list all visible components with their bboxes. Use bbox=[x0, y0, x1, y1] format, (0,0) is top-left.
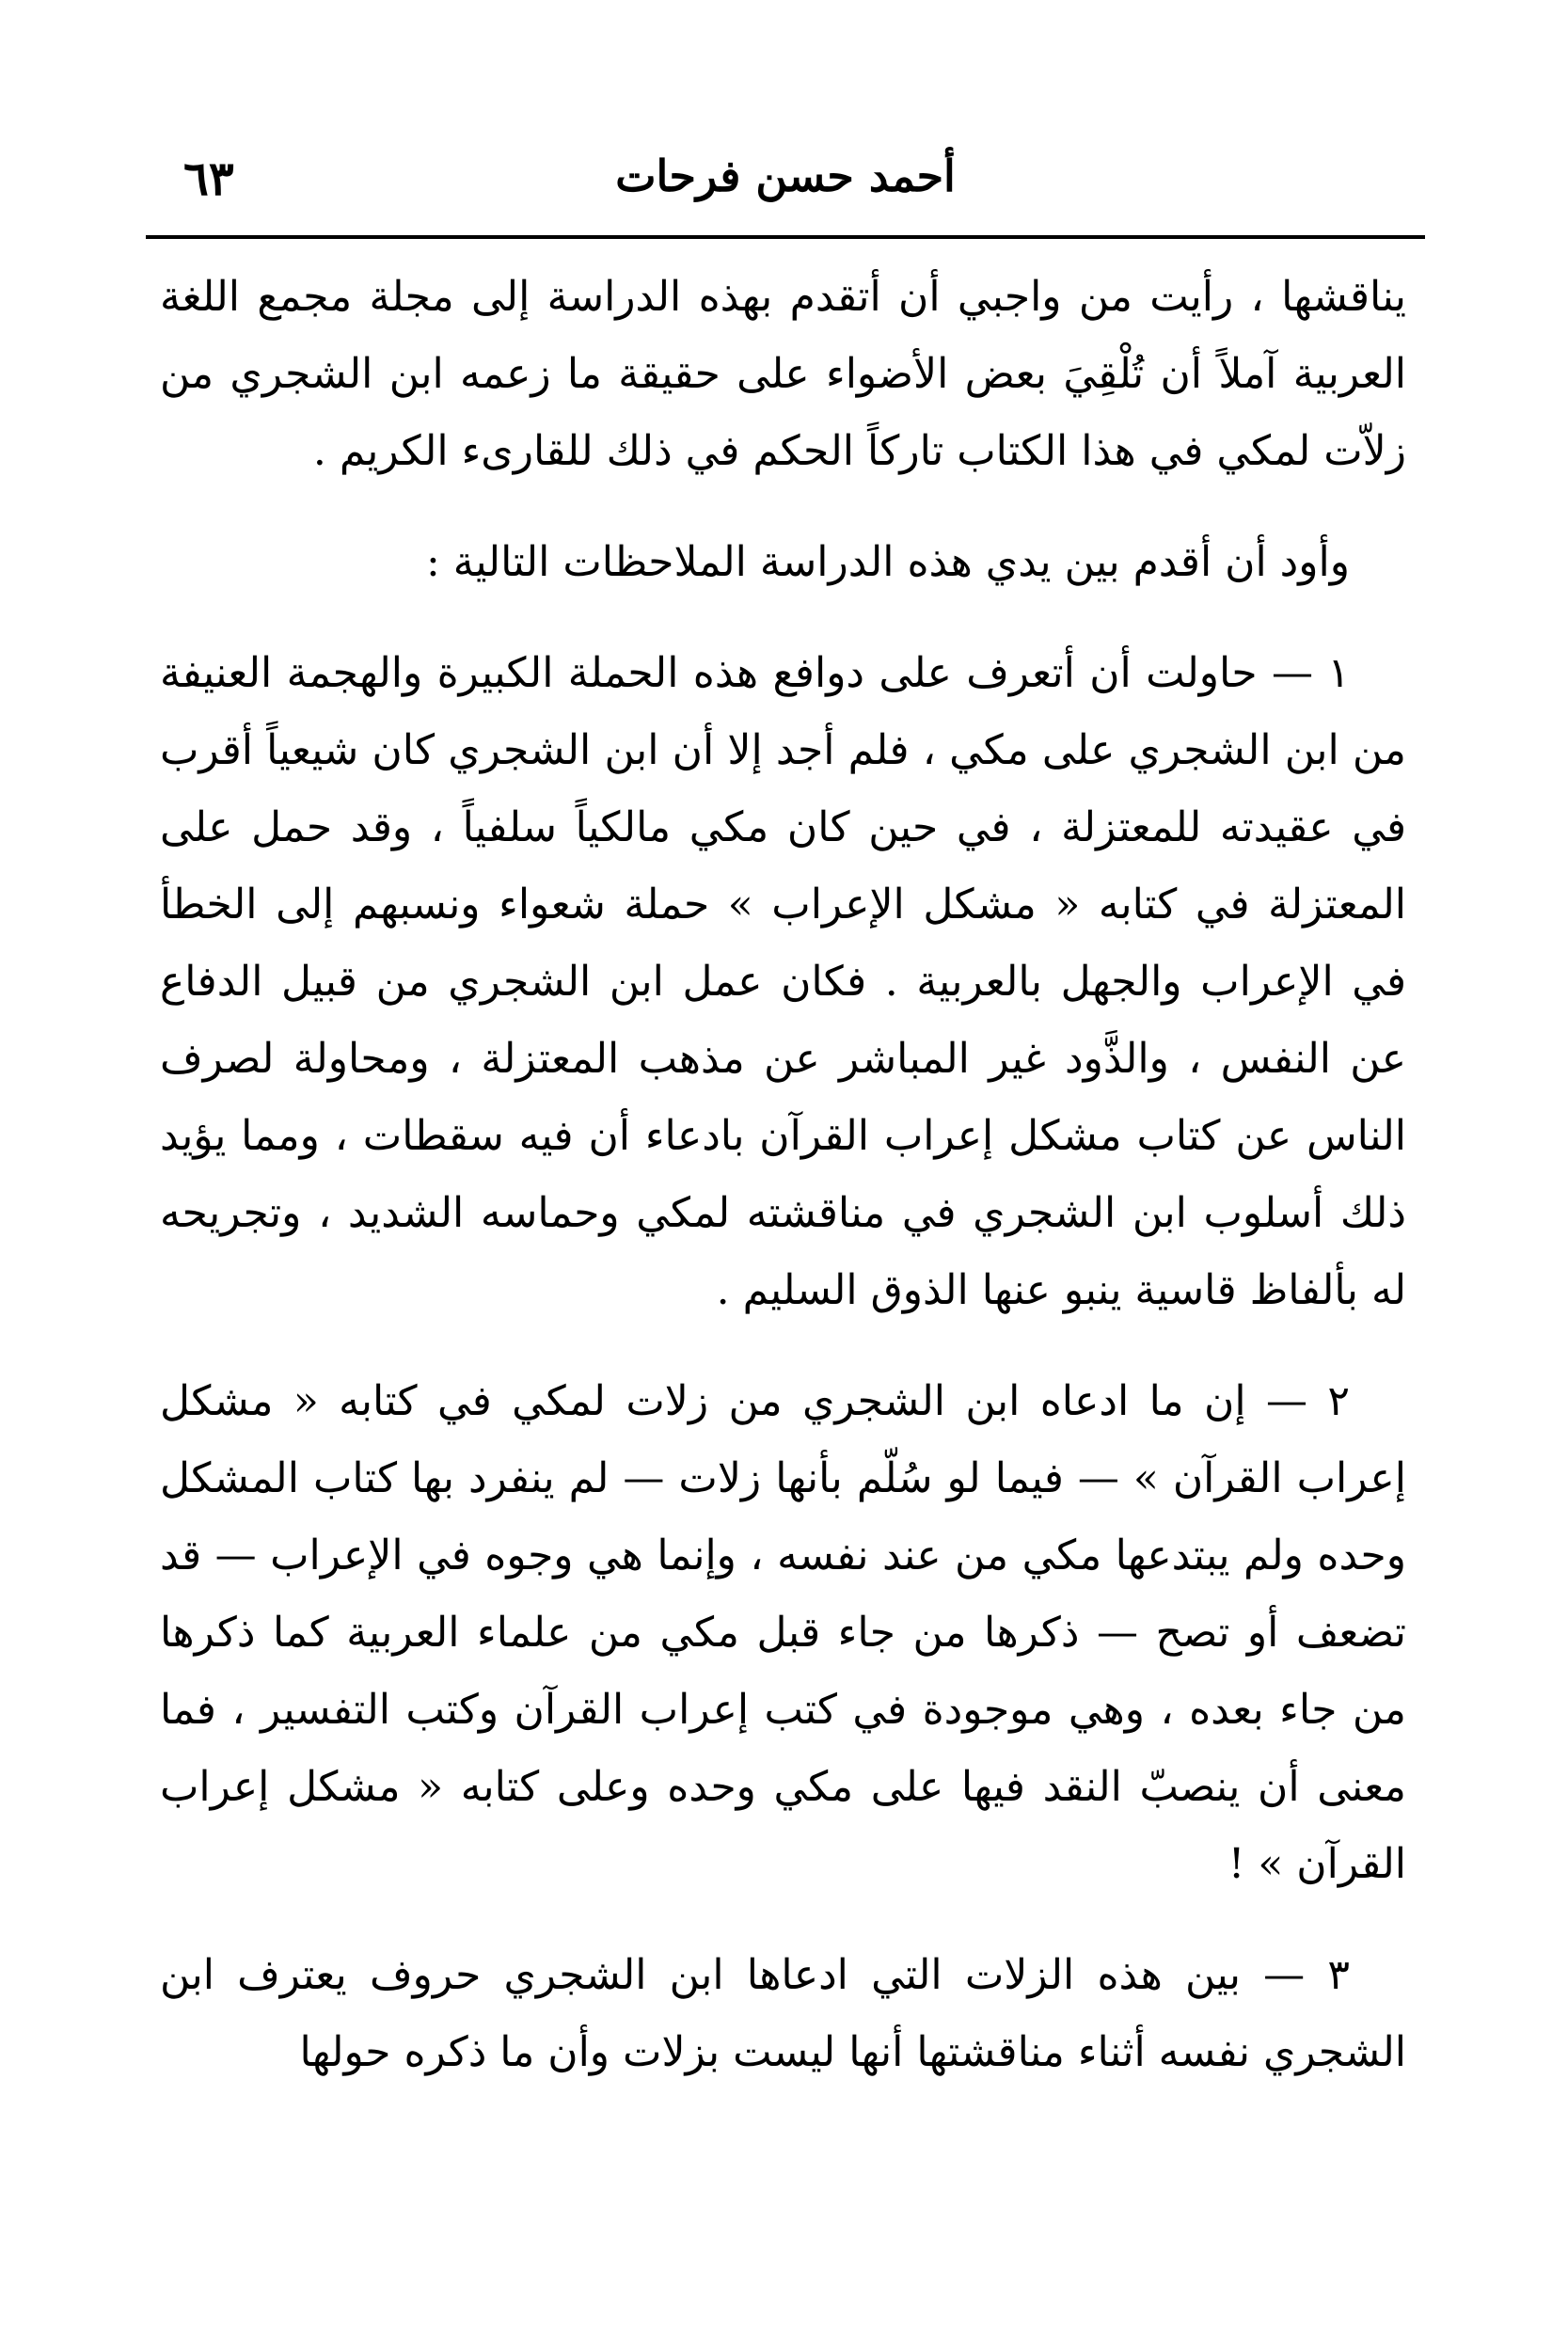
header-rule bbox=[146, 235, 1425, 239]
running-head: أحمد حسن فرحات bbox=[615, 151, 956, 201]
page-header bbox=[146, 141, 1425, 226]
paragraph-note-1: ١ — حاولت أن أتعرف على دوافع هذه الحملة الكبيرة والهجمة العنيفة من ابن الشجري على مكي ، فلم أجد إلا أن ابن الشجري كان شيعياً أقرب في عقيدته للمعتزلة ، في حين كان مكي مالكياً سلفياً ، وقد حمل على المعتزلة في كتابه « مشكل الإعراب » حملة شعواء ونسبهم إلى الخطأ في الإعراب والجهل بالعربية . فكان عمل ابن الشجري من قبيل الدفاع عن النفس ، والذَّود غير المباشر عن مذهب المعتزلة ، ومحاولة لصرف الناس عن كتاب مشكل إعراب القرآن بادعاء أن فيه سقطات ، ومما يؤيد ذلك أسلوب ابن الشجري في مناقشته لمكي وحماسه الشديد ، وتجريحه له بألفاظ قاسية ينبو عنها الذوق السليم . bbox=[160, 649, 1406, 1314]
paragraph-continuation: يناقشها ، رأيت من واجبي أن أتقدم بهذه الدراسة إلى مجلة مجمع اللغة العربية آملاً أن تُلْقِيَ بعض الأضواء على حقيقة ما زعمه ابن الشجري من زلاّت لمكي في هذا الكتاب تاركاً الحكم في ذلك للقارىء الكريم . bbox=[160, 273, 1406, 475]
paragraph-note-2: ٢ — إن ما ادعاه ابن الشجري من زلات لمكي في كتابه « مشكل إعراب القرآن » — فيما لو سُلّم بأنها زلات — لم ينفرد بها كتاب المشكل وحده ولم يبتدعها مكي من عند نفسه ، وإنما هي وجوه في الإعراب — قد تضعف أو تصح — ذكرها من جاء قبل مكي من علماء العربية كما ذكرها من جاء بعده ، وهي موجودة في كتب إعراب القرآن وكتب التفسير ، فما معنى أن ينصبّ النقد فيها على مكي وحده وعلى كتابه « مشكل إعراب القرآن » ! bbox=[160, 1377, 1406, 1888]
page-number: ٦٣ bbox=[183, 151, 234, 206]
paragraph-note-3: ٣ — بين هذه الزلات التي ادعاها ابن الشجري حروف يعترف ابن الشجري نفسه أثناء مناقشتها أنها ليست بزلات وأن ما ذكره حولها bbox=[160, 1951, 1406, 2076]
paragraph-intro: وأود أن أقدم بين يدي هذه الدراسة الملاحظات التالية : bbox=[426, 538, 1350, 586]
body-text bbox=[160, 259, 1406, 2091]
